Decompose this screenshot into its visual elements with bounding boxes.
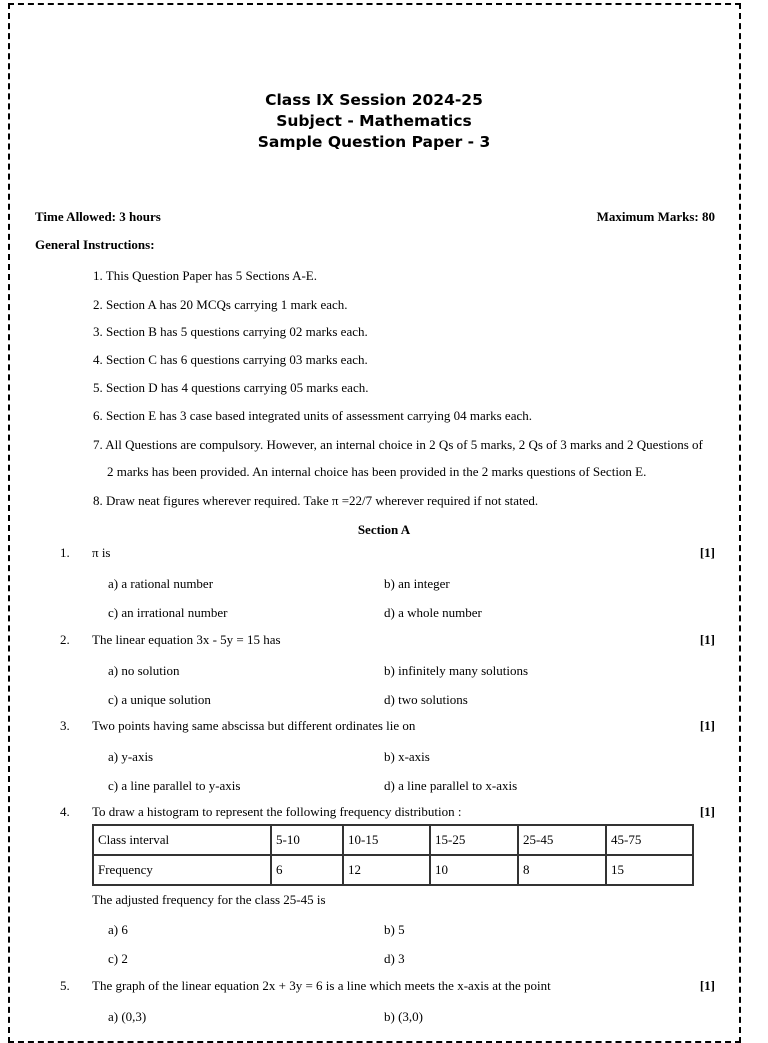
question-marks: [1] xyxy=(699,978,715,993)
table-row xyxy=(93,825,693,855)
table-cell: 10-15 xyxy=(343,825,430,855)
section-a-heading: Section A xyxy=(357,522,411,537)
instruction-item: 8. Draw neat figures wherever required. Take π =22/7 wherever required if not stated. xyxy=(93,493,539,508)
question-text: π is xyxy=(92,545,111,560)
question-number: 4. xyxy=(60,804,70,819)
table-cell: 15 xyxy=(606,855,693,885)
option-b: b) x-axis xyxy=(384,749,430,764)
paper-class-title: Class IX Session 2024-25 xyxy=(265,91,483,109)
option-b: b) 5 xyxy=(384,922,405,937)
table-cell: 8 xyxy=(518,855,606,885)
maximum-marks: Maximum Marks: 80 xyxy=(596,209,715,224)
instruction-item: 5. Section D has 4 questions carrying 05 marks each. xyxy=(93,380,369,395)
instruction-item: 4. Section C has 6 questions carrying 03 marks each. xyxy=(93,352,368,367)
option-b: b) infinitely many solutions xyxy=(384,663,529,678)
question-text: The linear equation 3x - 5y = 15 has xyxy=(92,632,281,647)
table-row xyxy=(93,855,693,885)
option-a: a) no solution xyxy=(108,663,180,678)
option-d: d) a line parallel to x-axis xyxy=(384,778,518,793)
instruction-item: 6. Section E has 3 case based integrated units of assessment carrying 04 marks each. xyxy=(93,408,532,423)
option-d: d) a whole number xyxy=(384,605,482,620)
paper-sample-title: Sample Question Paper - 3 xyxy=(257,133,491,151)
question-number: 5. xyxy=(60,978,70,993)
option-a: a) y-axis xyxy=(108,749,154,764)
paper-subject-title: Subject - Mathematics xyxy=(276,112,472,130)
table-cell: Class interval xyxy=(93,825,271,855)
option-c: c) a unique solution xyxy=(108,692,211,707)
question-subtext: The adjusted frequency for the class 25-45 is xyxy=(92,892,326,907)
option-c: c) an irrational number xyxy=(108,605,228,620)
instruction-item-continued: 2 marks has been provided. An internal choice has been provided in the 2 marks questions of Section E. xyxy=(107,464,647,479)
option-c: c) a line parallel to y-axis xyxy=(108,778,241,793)
frequency-table xyxy=(92,824,694,886)
question-marks: [1] xyxy=(699,718,715,733)
instruction-item: 2. Section A has 20 MCQs carrying 1 mark each. xyxy=(93,297,348,312)
option-b: b) an integer xyxy=(384,576,450,591)
table-cell: 25-45 xyxy=(518,825,606,855)
question-number: 1. xyxy=(60,545,70,560)
option-d: d) 3 xyxy=(384,951,405,966)
option-b: b) (3,0) xyxy=(384,1009,423,1024)
option-a: a) a rational number xyxy=(108,576,214,591)
table-cell: 10 xyxy=(430,855,518,885)
instruction-item: 1. This Question Paper has 5 Sections A-E. xyxy=(93,268,317,283)
time-allowed: Time Allowed: 3 hours xyxy=(35,209,161,224)
instruction-item: 3. Section B has 5 questions carrying 02 marks each. xyxy=(93,324,368,339)
question-number: 2. xyxy=(60,632,70,647)
table-cell: 5-10 xyxy=(271,825,343,855)
table-cell: Frequency xyxy=(93,855,271,885)
question-marks: [1] xyxy=(699,632,715,647)
question-marks: [1] xyxy=(699,804,715,819)
option-a: a) 6 xyxy=(108,922,128,937)
instruction-item: 7. All Questions are compulsory. However, an internal choice in 2 Qs of 5 marks, 2 Qs of 3 marks and 2 Questions of xyxy=(93,437,703,452)
question-text: The graph of the linear equation 2x + 3y = 6 is a line which meets the x-axis at the point xyxy=(92,978,551,993)
option-a: a) (0,3) xyxy=(108,1009,147,1024)
general-instructions-heading: General Instructions: xyxy=(35,237,155,252)
option-c: c) 2 xyxy=(108,951,128,966)
question-text: To draw a histogram to represent the following frequency distribution : xyxy=(92,804,462,819)
table-cell: 12 xyxy=(343,855,430,885)
question-text: Two points having same abscissa but different ordinates lie on xyxy=(92,718,416,733)
table-cell: 15-25 xyxy=(430,825,518,855)
table-cell: 6 xyxy=(271,855,343,885)
question-marks: [1] xyxy=(699,545,715,560)
table-cell: 45-75 xyxy=(606,825,693,855)
question-number: 3. xyxy=(60,718,70,733)
option-d: d) two solutions xyxy=(384,692,468,707)
